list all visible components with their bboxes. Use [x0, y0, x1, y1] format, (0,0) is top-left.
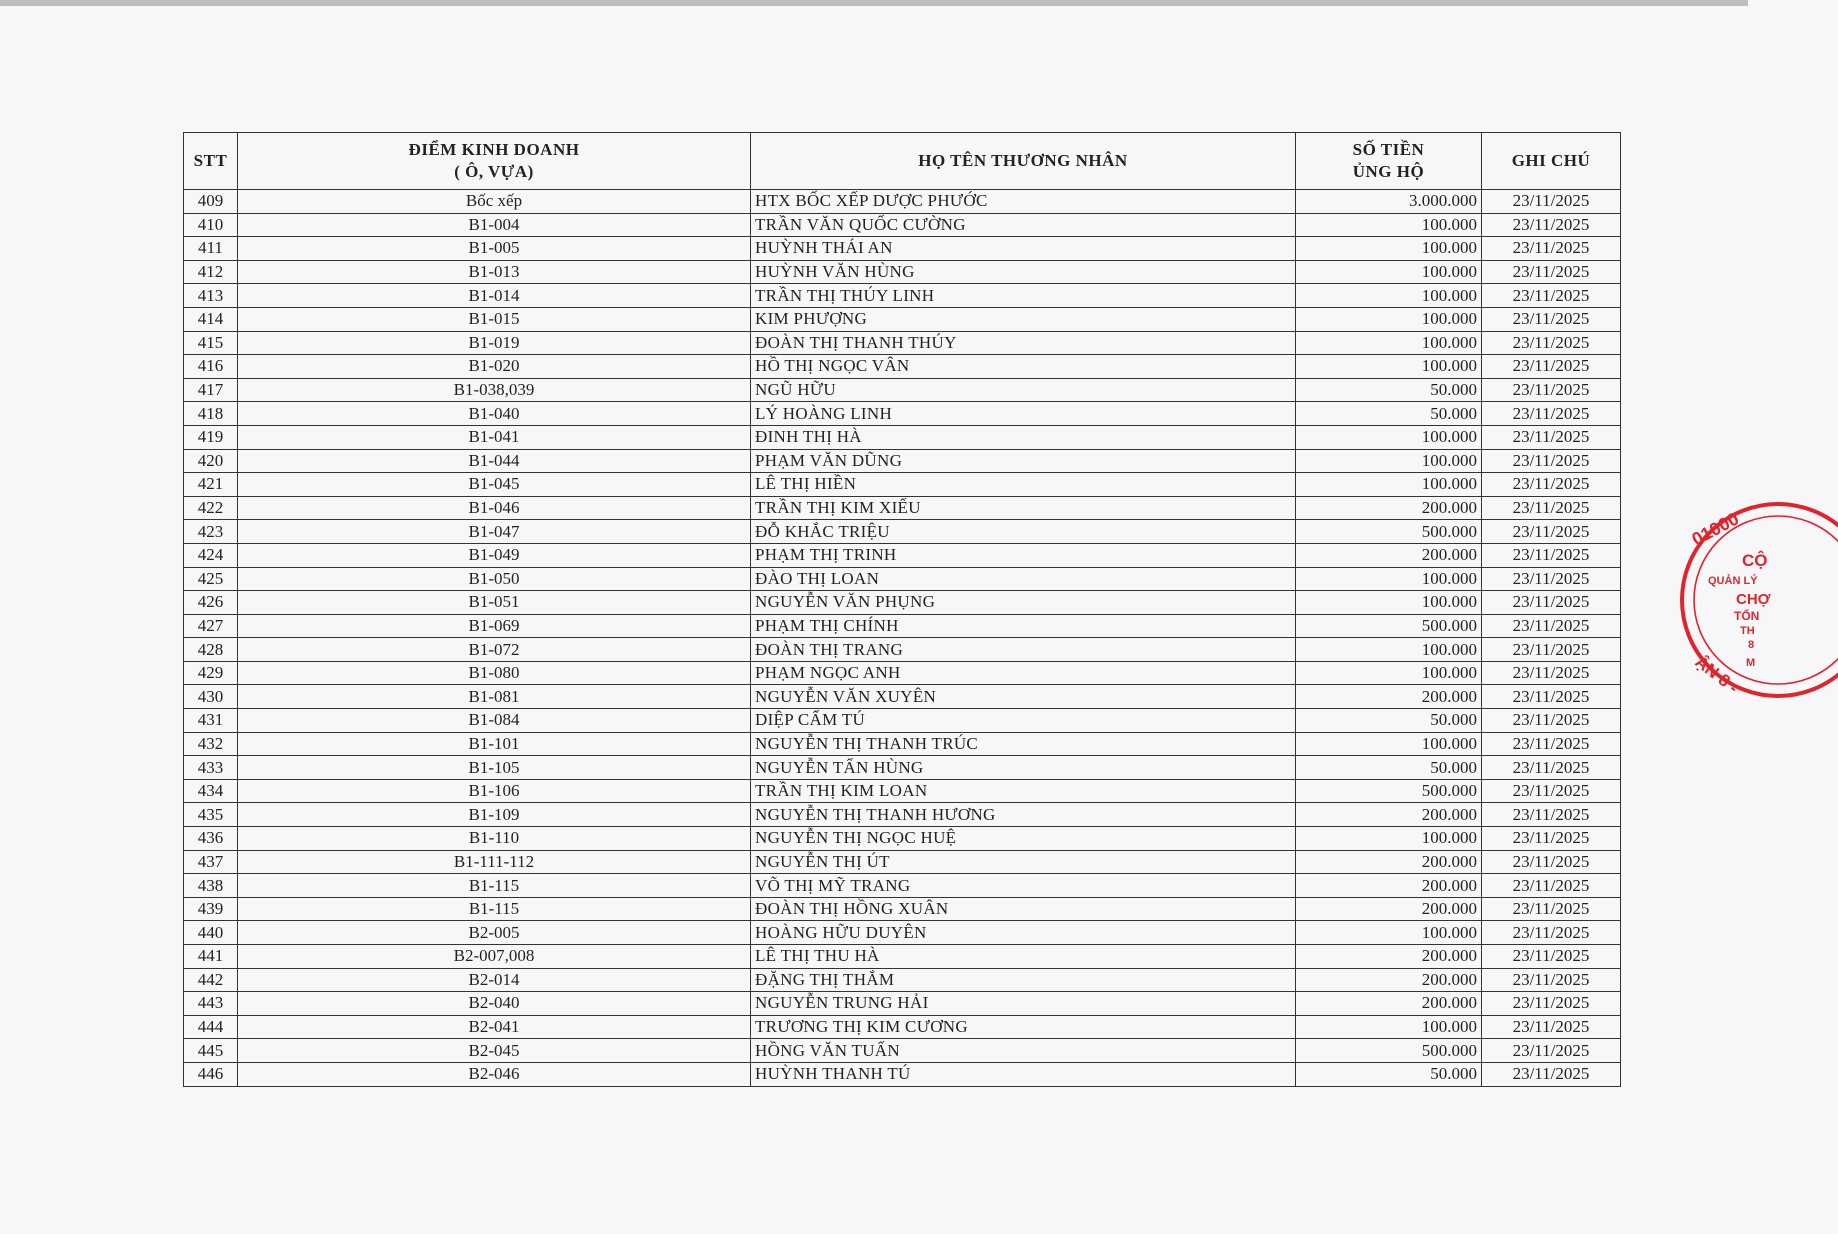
- cell-so-tien: 200.000: [1296, 803, 1482, 827]
- table-row: [184, 307, 1621, 331]
- table-row: [184, 543, 1621, 567]
- table-row: [184, 449, 1621, 473]
- cell-stt: 412: [184, 260, 238, 284]
- cell-ghi-chu: 23/11/2025: [1482, 520, 1621, 544]
- cell-so-tien: 200.000: [1296, 992, 1482, 1016]
- cell-stt: 437: [184, 850, 238, 874]
- table-row: [184, 355, 1621, 379]
- header-ghi-chu: GHI CHÚ: [1482, 133, 1621, 190]
- cell-ghi-chu: 23/11/2025: [1482, 1039, 1621, 1063]
- cell-stt: 440: [184, 921, 238, 945]
- table-row: [184, 260, 1621, 284]
- stamp-text-5: TỔN: [1734, 609, 1760, 623]
- header-diem-line1: ĐIỂM KINH DOANH: [408, 140, 580, 159]
- cell-ghi-chu: 23/11/2025: [1482, 874, 1621, 898]
- cell-stt: 439: [184, 897, 238, 921]
- cell-diem-kinh-doanh: B2-040: [238, 992, 751, 1016]
- cell-so-tien: 3.000.000: [1296, 190, 1482, 214]
- cell-ghi-chu: 23/11/2025: [1482, 567, 1621, 591]
- table-row: [184, 402, 1621, 426]
- stamp-text-1: 01000: [1688, 508, 1743, 550]
- cell-ho-ten: HUỲNH THANH TÚ: [751, 1062, 1296, 1086]
- stamp-text-3: QUẢN LÝ: [1708, 575, 1758, 587]
- cell-so-tien: 100.000: [1296, 473, 1482, 497]
- cell-ho-ten: HTX BỐC XẾP DƯỢC PHƯỚC: [751, 190, 1296, 214]
- cell-ho-ten: LÝ HOÀNG LINH: [751, 402, 1296, 426]
- table-row: [184, 473, 1621, 497]
- cell-stt: 434: [184, 779, 238, 803]
- cell-ho-ten: DIỆP CẨM TÚ: [751, 709, 1296, 733]
- cell-ghi-chu: 23/11/2025: [1482, 803, 1621, 827]
- cell-diem-kinh-doanh: B1-110: [238, 827, 751, 851]
- cell-stt: 432: [184, 732, 238, 756]
- cell-ho-ten: NGUYỄN THỊ ÚT: [751, 850, 1296, 874]
- cell-so-tien: 500.000: [1296, 614, 1482, 638]
- stamp-text-4: CHỢ: [1736, 591, 1771, 608]
- cell-so-tien: 50.000: [1296, 756, 1482, 780]
- cell-stt: 446: [184, 1062, 238, 1086]
- cell-diem-kinh-doanh: B1-019: [238, 331, 751, 355]
- cell-diem-kinh-doanh: B1-020: [238, 355, 751, 379]
- cell-stt: 427: [184, 614, 238, 638]
- cell-ghi-chu: 23/11/2025: [1482, 709, 1621, 733]
- cell-diem-kinh-doanh: B1-046: [238, 496, 751, 520]
- cell-diem-kinh-doanh: B2-046: [238, 1062, 751, 1086]
- cell-ghi-chu: 23/11/2025: [1482, 614, 1621, 638]
- cell-ho-ten: NGUYỄN THỊ THANH HƯƠNG: [751, 803, 1296, 827]
- table-row: [184, 661, 1621, 685]
- cell-diem-kinh-doanh: B1-072: [238, 638, 751, 662]
- cell-stt: 430: [184, 685, 238, 709]
- cell-ghi-chu: 23/11/2025: [1482, 449, 1621, 473]
- cell-stt: 410: [184, 213, 238, 237]
- header-ho-ten: HỌ TÊN THƯƠNG NHÂN: [751, 133, 1296, 190]
- table-row: [184, 567, 1621, 591]
- cell-stt: 420: [184, 449, 238, 473]
- cell-diem-kinh-doanh: Bốc xếp: [238, 190, 751, 214]
- cell-ho-ten: NGUYỄN VĂN XUYÊN: [751, 685, 1296, 709]
- cell-stt: 409: [184, 190, 238, 214]
- cell-ho-ten: TRẦN THỊ KIM LOAN: [751, 779, 1296, 803]
- cell-stt: 417: [184, 378, 238, 402]
- table-row: [184, 284, 1621, 308]
- stamp-text-6: TH: [1740, 625, 1755, 637]
- table-row: [184, 992, 1621, 1016]
- cell-ho-ten: HỒ THỊ NGỌC VÂN: [751, 355, 1296, 379]
- cell-ghi-chu: 23/11/2025: [1482, 756, 1621, 780]
- cell-diem-kinh-doanh: B1-044: [238, 449, 751, 473]
- cell-ho-ten: HOÀNG HỮU DUYÊN: [751, 921, 1296, 945]
- cell-ghi-chu: 23/11/2025: [1482, 1015, 1621, 1039]
- cell-ghi-chu: 23/11/2025: [1482, 378, 1621, 402]
- cell-diem-kinh-doanh: B2-041: [238, 1015, 751, 1039]
- header-so-tien-line1: SỐ TIỀN: [1352, 140, 1425, 159]
- cell-diem-kinh-doanh: B1-040: [238, 402, 751, 426]
- cell-ho-ten: TRẦN THỊ THÚY LINH: [751, 284, 1296, 308]
- cell-ho-ten: HUỲNH THÁI AN: [751, 237, 1296, 261]
- cell-so-tien: 100.000: [1296, 425, 1482, 449]
- cell-ghi-chu: 23/11/2025: [1482, 921, 1621, 945]
- cell-diem-kinh-doanh: B2-014: [238, 968, 751, 992]
- cell-stt: 435: [184, 803, 238, 827]
- table-row: [184, 591, 1621, 615]
- cell-ho-ten: HỒNG VĂN TUẤN: [751, 1039, 1296, 1063]
- cell-ho-ten: ĐOÀN THỊ HỒNG XUÂN: [751, 897, 1296, 921]
- table-row: [184, 756, 1621, 780]
- header-diem-line2: ( Ô, VỰA): [454, 162, 534, 181]
- cell-so-tien: 100.000: [1296, 567, 1482, 591]
- header-so-tien-line2: ỦNG HỘ: [1352, 162, 1425, 181]
- cell-ghi-chu: 23/11/2025: [1482, 331, 1621, 355]
- cell-ho-ten: NGUYỄN VĂN PHỤNG: [751, 591, 1296, 615]
- cell-so-tien: 100.000: [1296, 732, 1482, 756]
- cell-ho-ten: ĐOÀN THỊ TRANG: [751, 638, 1296, 662]
- stamp-text-2: CỘ: [1742, 551, 1768, 570]
- donation-table-container: [183, 132, 1620, 1087]
- cell-ghi-chu: 23/11/2025: [1482, 779, 1621, 803]
- cell-diem-kinh-doanh: B1-004: [238, 213, 751, 237]
- cell-ghi-chu: 23/11/2025: [1482, 638, 1621, 662]
- cell-ho-ten: TRẦN THỊ KIM XIẾU: [751, 496, 1296, 520]
- cell-stt: 422: [184, 496, 238, 520]
- cell-so-tien: 50.000: [1296, 1062, 1482, 1086]
- header-row: [184, 133, 1621, 190]
- cell-ho-ten: TRẦN VĂN QUỐC CƯỜNG: [751, 213, 1296, 237]
- cell-so-tien: 100.000: [1296, 237, 1482, 261]
- cell-ghi-chu: 23/11/2025: [1482, 402, 1621, 426]
- cell-ho-ten: ĐOÀN THỊ THANH THÚY: [751, 331, 1296, 355]
- cell-ho-ten: ĐẶNG THỊ THẮM: [751, 968, 1296, 992]
- cell-so-tien: 100.000: [1296, 213, 1482, 237]
- cell-ghi-chu: 23/11/2025: [1482, 425, 1621, 449]
- cell-ghi-chu: 23/11/2025: [1482, 307, 1621, 331]
- cell-ho-ten: NGUYỄN THỊ THANH TRÚC: [751, 732, 1296, 756]
- cell-stt: 442: [184, 968, 238, 992]
- cell-stt: 418: [184, 402, 238, 426]
- header-so-tien: [1296, 133, 1482, 190]
- cell-stt: 416: [184, 355, 238, 379]
- cell-diem-kinh-doanh: B1-045: [238, 473, 751, 497]
- cell-ghi-chu: 23/11/2025: [1482, 992, 1621, 1016]
- table-body: [184, 190, 1621, 1087]
- cell-ho-ten: NGUYỄN THỊ NGỌC HUỆ: [751, 827, 1296, 851]
- table-row: [184, 897, 1621, 921]
- cell-diem-kinh-doanh: B1-105: [238, 756, 751, 780]
- table-row: [184, 1015, 1621, 1039]
- red-seal-stamp: [1678, 500, 1838, 700]
- cell-so-tien: 50.000: [1296, 709, 1482, 733]
- cell-stt: 421: [184, 473, 238, 497]
- header-diem-kinh-doanh: [238, 133, 751, 190]
- donation-table: [183, 132, 1621, 1087]
- table-row: [184, 190, 1621, 214]
- cell-ghi-chu: 23/11/2025: [1482, 1062, 1621, 1086]
- cell-diem-kinh-doanh: B1-080: [238, 661, 751, 685]
- cell-ghi-chu: 23/11/2025: [1482, 945, 1621, 969]
- cell-ghi-chu: 23/11/2025: [1482, 496, 1621, 520]
- cell-ho-ten: LÊ THỊ THU HÀ: [751, 945, 1296, 969]
- cell-ghi-chu: 23/11/2025: [1482, 732, 1621, 756]
- cell-ho-ten: ĐỖ KHẮC TRIỆU: [751, 520, 1296, 544]
- cell-diem-kinh-doanh: B1-115: [238, 874, 751, 898]
- table-row: [184, 638, 1621, 662]
- cell-ghi-chu: 23/11/2025: [1482, 260, 1621, 284]
- cell-so-tien: 100.000: [1296, 827, 1482, 851]
- table-row: [184, 827, 1621, 851]
- cell-stt: 415: [184, 331, 238, 355]
- cell-stt: 423: [184, 520, 238, 544]
- table-row: [184, 425, 1621, 449]
- cell-diem-kinh-doanh: B1-005: [238, 237, 751, 261]
- cell-diem-kinh-doanh: B1-081: [238, 685, 751, 709]
- cell-so-tien: 200.000: [1296, 945, 1482, 969]
- cell-stt: 444: [184, 1015, 238, 1039]
- cell-diem-kinh-doanh: B1-013: [238, 260, 751, 284]
- cell-stt: 414: [184, 307, 238, 331]
- table-row: [184, 803, 1621, 827]
- cell-ghi-chu: 23/11/2025: [1482, 190, 1621, 214]
- cell-ghi-chu: 23/11/2025: [1482, 473, 1621, 497]
- table-row: [184, 1039, 1621, 1063]
- table-row: [184, 614, 1621, 638]
- cell-ho-ten: ĐÀO THỊ LOAN: [751, 567, 1296, 591]
- cell-ghi-chu: 23/11/2025: [1482, 213, 1621, 237]
- cell-so-tien: 200.000: [1296, 897, 1482, 921]
- cell-diem-kinh-doanh: B1-014: [238, 284, 751, 308]
- cell-diem-kinh-doanh: B1-106: [238, 779, 751, 803]
- cell-so-tien: 100.000: [1296, 284, 1482, 308]
- cell-ghi-chu: 23/11/2025: [1482, 827, 1621, 851]
- table-row: [184, 968, 1621, 992]
- page-top-edge: [0, 0, 1748, 6]
- cell-stt: 411: [184, 237, 238, 261]
- table-row: [184, 331, 1621, 355]
- cell-stt: 431: [184, 709, 238, 733]
- stamp-text-8: M: [1746, 657, 1756, 669]
- cell-stt: 413: [184, 284, 238, 308]
- cell-stt: 426: [184, 591, 238, 615]
- cell-ghi-chu: 23/11/2025: [1482, 897, 1621, 921]
- cell-so-tien: 200.000: [1296, 968, 1482, 992]
- cell-diem-kinh-doanh: B2-007,008: [238, 945, 751, 969]
- table-row: [184, 237, 1621, 261]
- cell-diem-kinh-doanh: B1-047: [238, 520, 751, 544]
- table-row: [184, 921, 1621, 945]
- cell-diem-kinh-doanh: B1-051: [238, 591, 751, 615]
- cell-ho-ten: NGUYỄN TRUNG HẢI: [751, 992, 1296, 1016]
- cell-so-tien: 100.000: [1296, 307, 1482, 331]
- cell-diem-kinh-doanh: B1-111-112: [238, 850, 751, 874]
- cell-diem-kinh-doanh: B1-050: [238, 567, 751, 591]
- cell-so-tien: 100.000: [1296, 591, 1482, 615]
- cell-stt: 438: [184, 874, 238, 898]
- cell-ghi-chu: 23/11/2025: [1482, 661, 1621, 685]
- cell-stt: 445: [184, 1039, 238, 1063]
- cell-so-tien: 500.000: [1296, 1039, 1482, 1063]
- cell-diem-kinh-doanh: B1-101: [238, 732, 751, 756]
- cell-ho-ten: HUỲNH VĂN HÙNG: [751, 260, 1296, 284]
- table-row: [184, 496, 1621, 520]
- table-row: [184, 685, 1621, 709]
- table-header: [184, 133, 1621, 190]
- cell-ho-ten: NGUYỄN TẤN HÙNG: [751, 756, 1296, 780]
- cell-so-tien: 200.000: [1296, 496, 1482, 520]
- cell-ho-ten: LÊ THỊ HIỀN: [751, 473, 1296, 497]
- cell-stt: 441: [184, 945, 238, 969]
- cell-stt: 433: [184, 756, 238, 780]
- cell-diem-kinh-doanh: B1-084: [238, 709, 751, 733]
- cell-so-tien: 100.000: [1296, 355, 1482, 379]
- cell-stt: 419: [184, 425, 238, 449]
- cell-ho-ten: PHẠM THỊ CHÍNH: [751, 614, 1296, 638]
- cell-ghi-chu: 23/11/2025: [1482, 284, 1621, 308]
- cell-diem-kinh-doanh: B2-005: [238, 921, 751, 945]
- cell-so-tien: 100.000: [1296, 260, 1482, 284]
- table-row: [184, 520, 1621, 544]
- cell-diem-kinh-doanh: B1-041: [238, 425, 751, 449]
- cell-stt: 424: [184, 543, 238, 567]
- cell-stt: 436: [184, 827, 238, 851]
- table-row: [184, 213, 1621, 237]
- cell-diem-kinh-doanh: B1-015: [238, 307, 751, 331]
- cell-diem-kinh-doanh: B1-109: [238, 803, 751, 827]
- stamp-text-7: 8: [1748, 639, 1755, 651]
- table-row: [184, 874, 1621, 898]
- cell-ghi-chu: 23/11/2025: [1482, 543, 1621, 567]
- cell-so-tien: 200.000: [1296, 685, 1482, 709]
- cell-diem-kinh-doanh: B1-069: [238, 614, 751, 638]
- cell-so-tien: 200.000: [1296, 874, 1482, 898]
- cell-ho-ten: KIM PHƯỢNG: [751, 307, 1296, 331]
- cell-stt: 428: [184, 638, 238, 662]
- header-stt: STT: [184, 133, 238, 190]
- table-row: [184, 1062, 1621, 1086]
- cell-diem-kinh-doanh: B1-115: [238, 897, 751, 921]
- cell-so-tien: 200.000: [1296, 850, 1482, 874]
- cell-so-tien: 100.000: [1296, 638, 1482, 662]
- cell-so-tien: 500.000: [1296, 779, 1482, 803]
- cell-ho-ten: NGŨ HỮU: [751, 378, 1296, 402]
- cell-so-tien: 50.000: [1296, 402, 1482, 426]
- cell-so-tien: 100.000: [1296, 661, 1482, 685]
- cell-so-tien: 500.000: [1296, 520, 1482, 544]
- cell-diem-kinh-doanh: B2-045: [238, 1039, 751, 1063]
- cell-ho-ten: TRƯƠNG THỊ KIM CƯƠNG: [751, 1015, 1296, 1039]
- cell-so-tien: 100.000: [1296, 449, 1482, 473]
- cell-diem-kinh-doanh: B1-038,039: [238, 378, 751, 402]
- table-row: [184, 850, 1621, 874]
- cell-ho-ten: PHẠM THỊ TRINH: [751, 543, 1296, 567]
- cell-so-tien: 100.000: [1296, 921, 1482, 945]
- cell-ghi-chu: 23/11/2025: [1482, 355, 1621, 379]
- cell-so-tien: 100.000: [1296, 331, 1482, 355]
- cell-diem-kinh-doanh: B1-049: [238, 543, 751, 567]
- cell-ghi-chu: 23/11/2025: [1482, 968, 1621, 992]
- cell-stt: 429: [184, 661, 238, 685]
- cell-ghi-chu: 23/11/2025: [1482, 237, 1621, 261]
- cell-ho-ten: PHẠM NGỌC ANH: [751, 661, 1296, 685]
- cell-so-tien: 200.000: [1296, 543, 1482, 567]
- cell-ghi-chu: 23/11/2025: [1482, 591, 1621, 615]
- cell-so-tien: 50.000: [1296, 378, 1482, 402]
- cell-stt: 443: [184, 992, 238, 1016]
- cell-ho-ten: ĐINH THỊ HÀ: [751, 425, 1296, 449]
- cell-ho-ten: VÕ THỊ MỸ TRANG: [751, 874, 1296, 898]
- cell-ho-ten: PHẠM VĂN DŨNG: [751, 449, 1296, 473]
- table-row: [184, 732, 1621, 756]
- cell-ghi-chu: 23/11/2025: [1482, 850, 1621, 874]
- cell-ghi-chu: 23/11/2025: [1482, 685, 1621, 709]
- cell-stt: 425: [184, 567, 238, 591]
- table-row: [184, 378, 1621, 402]
- stamp-text-9: ẬN 8 -: [1691, 652, 1742, 698]
- table-row: [184, 945, 1621, 969]
- table-row: [184, 709, 1621, 733]
- table-row: [184, 779, 1621, 803]
- cell-so-tien: 100.000: [1296, 1015, 1482, 1039]
